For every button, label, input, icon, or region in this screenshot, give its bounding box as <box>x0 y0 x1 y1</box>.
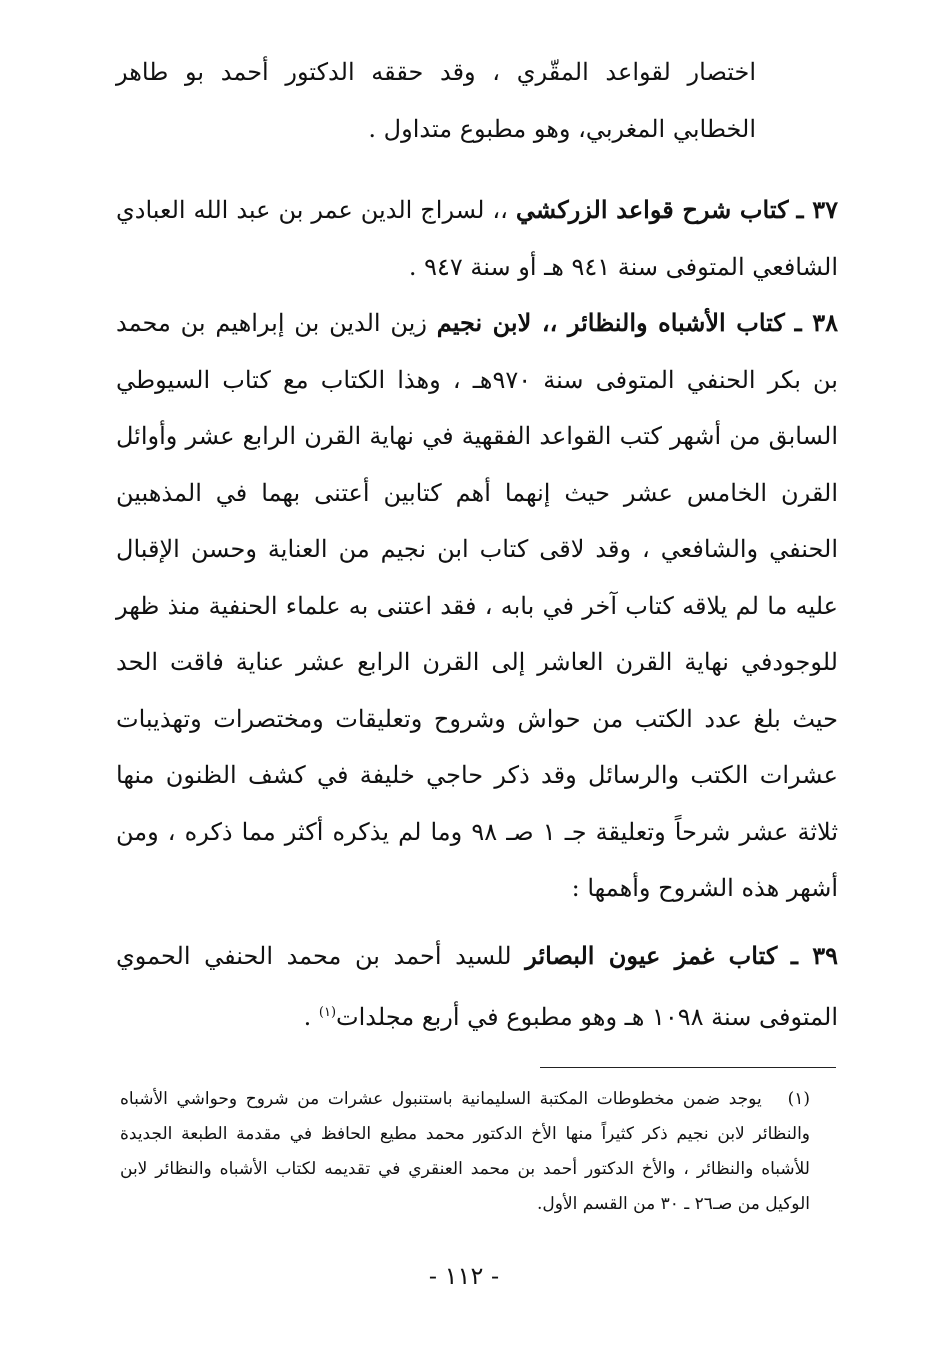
list-item-37 <box>116 182 838 295</box>
item-number: ٣٧ ـ <box>796 195 838 224</box>
item-title: كتاب الأشباه والنظائر ،، لابن نجيم <box>436 308 785 337</box>
intro-paragraph <box>116 44 756 157</box>
footnote-text: يوجد ضمن مخطوطات المكتبة السليمانية باستنبول عشرات من شروح وحواشي الأشباه والنظائر لابن نجيم ذكر كثيراً منها الأخ الدكتور محمد مطيع الحافظ في مقدمة الطبعة الجديدة للأشباه والنظائر ، والأخ الدكتور أحمد بن محمد العنقري في تقديمه لكتاب الأشباه والنظائر لابن الوكيل من صـ٢٦ ـ ٣٠ من القسم الأول. <box>120 1089 810 1214</box>
footnote-divider <box>540 1067 836 1068</box>
item-number: ٣٨ ـ <box>794 308 838 337</box>
item-body: ،، لسراج الدين عمر بن عبد الله العبادي الشافعي المتوفى سنة ٩٤١ هـ أو سنة ٩٤٧ . <box>116 196 838 281</box>
item-number: ٣٩ ـ <box>790 941 838 970</box>
item-body: للسيد أحمد بن محمد الحنفي الحموي المتوفى سنة ١٠٩٨ هـ وهو مطبوع في أربع مجلدات <box>116 942 838 1031</box>
intro-text: اختصار لقواعد المقّري ، وقد حققه الدكتور أحمد بو طاهر الخطابي المغربي، وهو مطبوع متداول . <box>116 58 756 143</box>
item-title: كتاب شرح قواعد الزركشي <box>515 195 789 224</box>
footnote-reference[interactable]: (١) <box>318 1004 337 1020</box>
list-item-39 <box>116 928 838 1045</box>
page-number: - ١١٢ - <box>428 1262 500 1290</box>
item-title: كتاب غمز عيون البصائر <box>525 941 778 970</box>
footnote <box>120 1082 810 1222</box>
list-item-38 <box>116 295 838 917</box>
item-body: زين الدين بن إبراهيم بن محمد بن بكر الحنفي المتوفى سنة ٩٧٠هـ ، وهذا الكتاب مع كتاب السيوطي السابق من أشهر كتب القواعد الفقهية في نهاية القرن الرابع عشر وأوائل القرن الخامس عشر حيث إنهما أهم كتابين أعتنى بهما في المذهبين الحنفي والشافعي ، وقد لاقى كتاب ابن نجيم من العناية وحسن الإقبال عليه ما لم يلاقه كتاب آخر في بابه ، فقد اعتنى به علماء الحنفية منذ ظهر للوجودفي نهاية القرن العاشر إلى القرن الرابع عشر عناية فاقت الحد حيث بلغ عدد الكتب من حواش وشروح وتعليقات ومختصرات وتهذيبات عشرات الكتب والرسائل وقد ذكر حاجي خليفة في كشف الظنون منها ثلاثة عشر شرحاً وتعليقة جـ ١ صـ ٩٨ وما لم يذكره أكثر مما ذكره ، ومن أشهر هذه الشروح وأهمها : <box>116 309 839 902</box>
item-end: . <box>303 1002 319 1031</box>
footnote-mark: (١) <box>787 1089 810 1109</box>
